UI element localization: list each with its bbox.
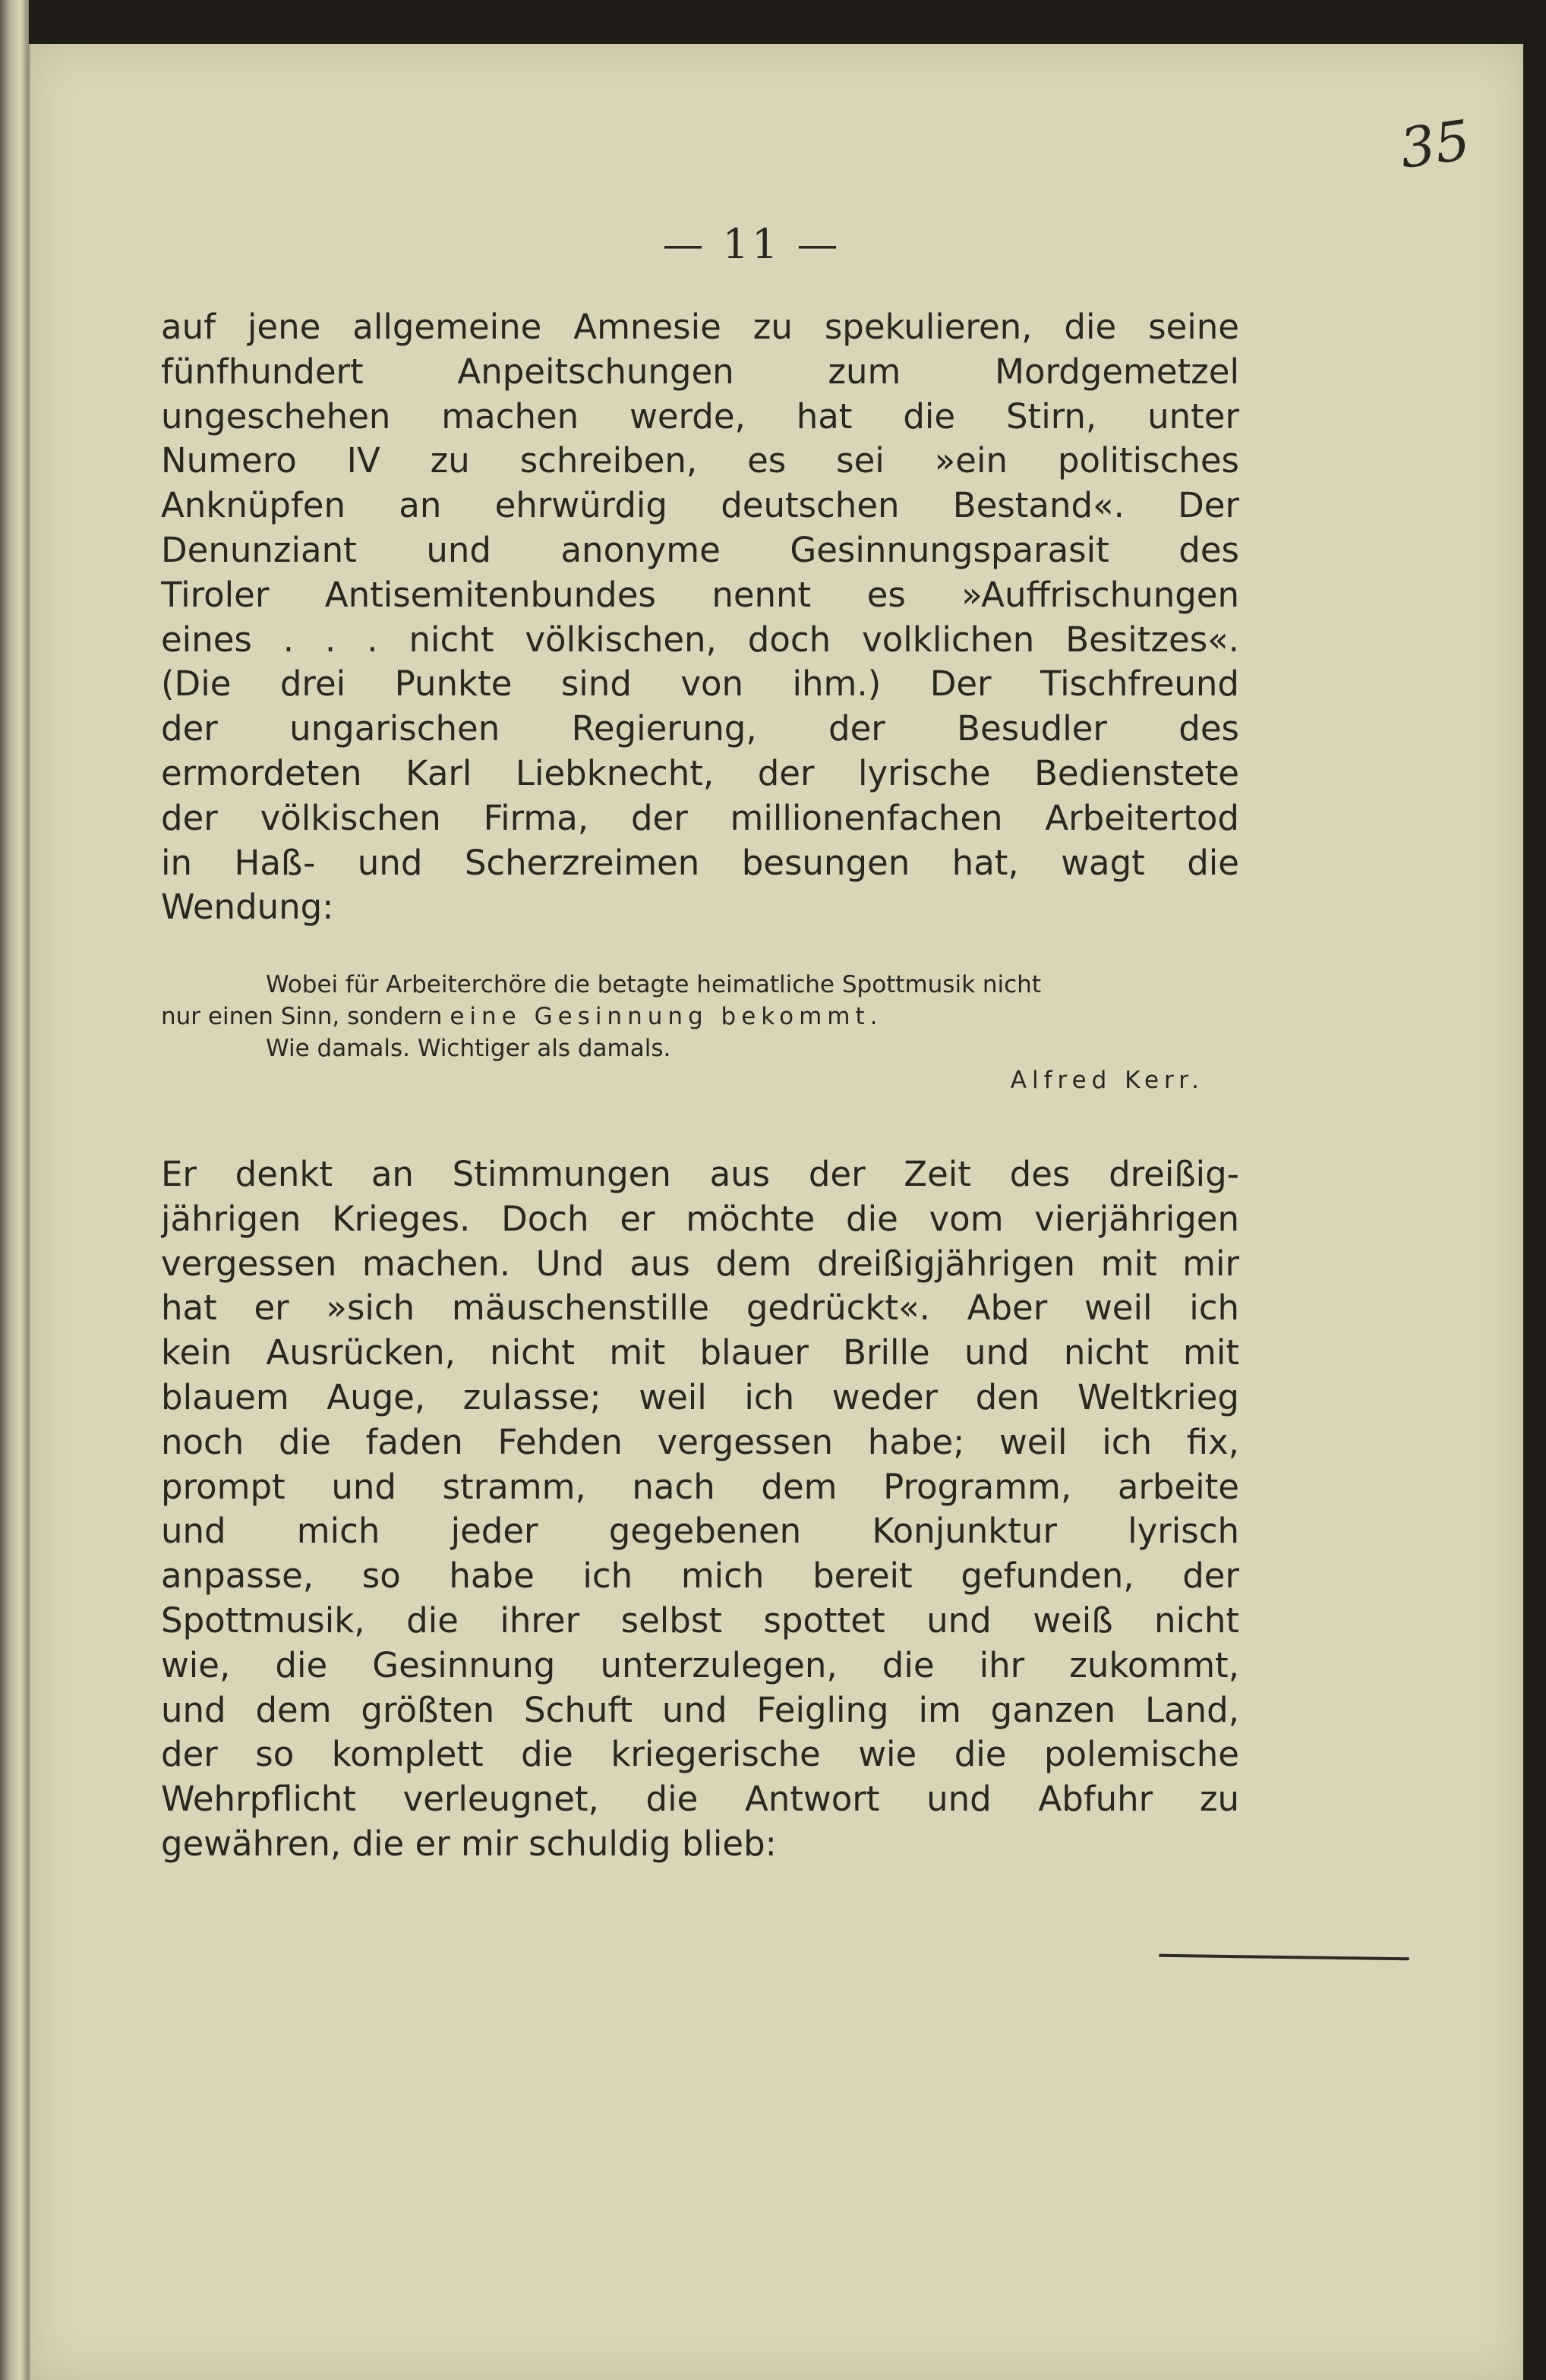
text-line: auf jene allgemeine Amnesie zu spekulieren, die seine xyxy=(161,307,1239,347)
text-line: hat er »sich mäuschenstille gedrückt«. Aber weil ich xyxy=(161,1288,1239,1329)
text-line: Er denkt an Stimmungen aus der Zeit des dreißig- xyxy=(161,1154,1239,1194)
quote-line: Wobei für Arbeiterchöre die betagte heimatliche Spottmusik nicht xyxy=(266,971,1041,998)
text-line: kein Ausrücken, nicht mit blauer Brille und nicht mit xyxy=(161,1332,1239,1373)
text-line: Anknüpfen an ehrwürdig deutschen Bestand«. Der xyxy=(161,485,1239,526)
text-line: gewähren, die er mir schuldig blieb: xyxy=(161,1823,777,1864)
text-line: eines . . . nicht völkischen, doch volklichen Besitzes«. xyxy=(161,619,1239,660)
quote-signature: Alfred Kerr. xyxy=(1010,1067,1204,1094)
text-line: jährigen Krieges. Doch er möchte die vom vierjährigen xyxy=(161,1198,1239,1239)
page-number: — 11 — xyxy=(662,220,841,268)
text-line: ermordeten Karl Liebknecht, der lyrische Bedienstete xyxy=(161,752,1239,793)
text-line: Denunziant und anonyme Gesinnungsparasit des xyxy=(161,529,1239,570)
text-line: der ungarischen Regierung, der Besudler des xyxy=(161,708,1239,749)
paragraph-2 xyxy=(161,1152,1239,1867)
text-line: fünfhundert Anpeitschungen zum Mordgemetzel xyxy=(161,351,1239,392)
text-line: blauem Auge, zulasse; weil ich weder den Weltkrieg xyxy=(161,1376,1239,1417)
block-quote xyxy=(161,969,1224,1096)
text-line: der völkischen Firma, der millionenfachen Arbeitertod xyxy=(161,797,1239,838)
text-line: (Die drei Punkte sind von ihm.) Der Tischfreund xyxy=(161,664,1239,705)
paragraph-1 xyxy=(161,305,1239,930)
text-line: ungeschehen machen werde, hat die Stirn, unter xyxy=(161,396,1239,437)
quote-emphasis: eine Gesinnung bekommt. xyxy=(450,1003,883,1030)
text-line: anpasse, so habe ich mich bereit gefunden, der xyxy=(161,1556,1239,1597)
text-line: Numero IV zu schreiben, es sei »ein politisches xyxy=(161,440,1239,481)
text-line: wie, die Gesinnung unterzulegen, die ihr zukommt, xyxy=(161,1644,1239,1685)
text-line: und mich jeder gegebenen Konjunktur lyrisch xyxy=(161,1511,1239,1552)
text-line: der so komplett die kriegerische wie die polemische xyxy=(161,1734,1239,1775)
text-line: vergessen machen. Und aus dem dreißigjährigen mit mir xyxy=(161,1243,1239,1284)
quote-line: Wie damals. Wichtiger als damals. xyxy=(266,1035,671,1062)
book-gutter xyxy=(0,0,29,2380)
text-line: Tiroler Antisemitenbundes nennt es »Auffrischungen xyxy=(161,574,1239,615)
quote-line xyxy=(161,1001,1224,1032)
handwritten-folio-mark: 35 xyxy=(1396,108,1475,181)
text-line: in Haß- und Scherzreimen besungen hat, wagt die xyxy=(161,842,1239,883)
text-line: Wehrpflicht verleugnet, die Antwort und Abfuhr zu xyxy=(161,1779,1239,1820)
text-line: Spottmusik, die ihrer selbst spottet und weiß nicht xyxy=(161,1600,1239,1641)
text-line: Wendung: xyxy=(161,887,334,928)
text-line: noch die faden Fehden vergessen habe; weil ich fix, xyxy=(161,1421,1239,1462)
text-line: und dem größten Schuft und Feigling im ganzen Land, xyxy=(161,1689,1239,1730)
quote-line-start: nur einen Sinn, sondern xyxy=(161,1003,450,1030)
text-line: prompt und stramm, nach dem Programm, arbeite xyxy=(161,1466,1239,1507)
